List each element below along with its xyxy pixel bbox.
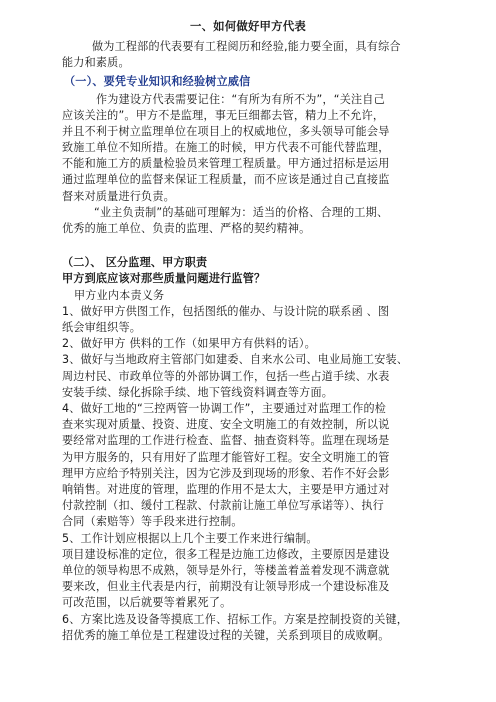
list-item-line: 周边村民、市政单位等的外部协调工作，包括一些占道手续、水表 [62,370,390,383]
list-item-line: 招优秀的施工单位是工程建设过程的关键，关系到项目的成败啊。 [62,629,390,642]
paragraph-line: 可改范围，以后就要等着累死了。 [62,596,232,609]
question-heading: 甲方到底应该对那些质量问题进行监管？ [62,272,266,285]
list-item-line: 2、做好甲方 供料的工作（如果甲方有供料的话）。 [62,337,316,350]
paragraph-line: 并且不利于树立监理单位在项目上的权威地位，多头领导可能会导 [62,125,390,138]
paragraph-line: 单位的领导构思不成熟，领导是外行，等楼盖着盖着发现不满意就 [62,564,390,577]
paragraph-line: 致施工单位不知所措。在施工的时候，甲方代表不可能代替监理， [62,141,390,154]
list-item-line: 查来实现对质量、投资、进度、安全文明施工的有效控制，所以说 [62,418,390,431]
list-item-line: 响销售。对进度的管理，监理的作用不是太大，主要是甲方通过对 [62,483,390,496]
section-heading: （二）、 区分监理、甲方职责 [62,256,208,269]
doc-title: 一、如何做好甲方代表 [190,19,306,33]
paragraph-line: 作为建设方代表需要记住：“有所为有所不为”，“关注自己 [96,93,385,106]
section-heading: （一）、要凭专业知识和经验树立威信 [64,75,251,88]
paragraph-line: 要来改，但业主代表是内行，前期没有让领导形成一个建设标准及 [62,580,390,593]
list-item-line: 5、工作计划应根据以上几个主要工作来进行编制。 [62,532,318,545]
list-item-line: 理甲方应给予特别关注，因为它涉及到现场的形象、若作不好会影 [62,467,390,480]
paragraph-line: 做为工程部的代表要有工程阅历和经验,能力要全面，具有综合 [92,40,401,53]
paragraph-line: 甲方业内本责义务 [74,289,165,302]
list-item-line: 1、做好甲方供图工作，包括图纸的催办、与设计院的联系函 、图 [62,305,390,318]
list-item-line: 3、做好与当地政府主管部门如建委、自来水公司、电业局施工安装、 [62,353,409,366]
paragraph-line: 不能和施工方的质量检验员来管理工程质量。甲方通过招标是运用 [62,157,390,170]
list-item-line: 要经常对监理的工作进行检查、监督、抽查资料等。监理在现场是 [62,434,390,447]
list-item-line: 付款控制（扣、缓付工程款、付款前让施工单位写承诺等）、执行 [62,499,384,512]
paragraph-line: 能力和素质。 [62,56,130,69]
list-item-line: 6、方案比选及设备等摸底工作、招标工作。方案是控制投资的关键， [62,613,409,626]
paragraph-line: 督来对质量进行负责。 [62,190,175,203]
list-item-line: 合同（索赔等）等手段来进行控制。 [62,515,243,528]
paragraph-line: 项目建设标准的定位，很多工程是边施工边修改，主要原因是建设 [62,548,390,561]
paragraph-line: 应该关注的”。甲方不是监理，事无巨细都去管，精力上不允许， [62,109,385,122]
list-item-line: 4、做好工地的“三控两管一协调工作”，主要通过对监理工作的检 [62,402,387,415]
list-item-line: 安装手续、绿化拆除手续、地下管线资料调查等方面。 [62,386,334,399]
paragraph-line: 优秀的施工单位、负责的监理、严格的契约精神。 [62,222,311,235]
paragraph-line: “业主负责制”的基础可理解为：适当的价格、合理的工期、 [94,206,389,219]
paragraph-line: 通过监理单位的监督来保证工程质量，而不应该是通过自己直接监 [62,173,390,186]
list-item-line: 纸会审组织等。 [62,321,142,334]
list-item-line: 为甲方服务的，只有用好了监理才能管好工程。安全文明施工的管 [62,451,390,464]
